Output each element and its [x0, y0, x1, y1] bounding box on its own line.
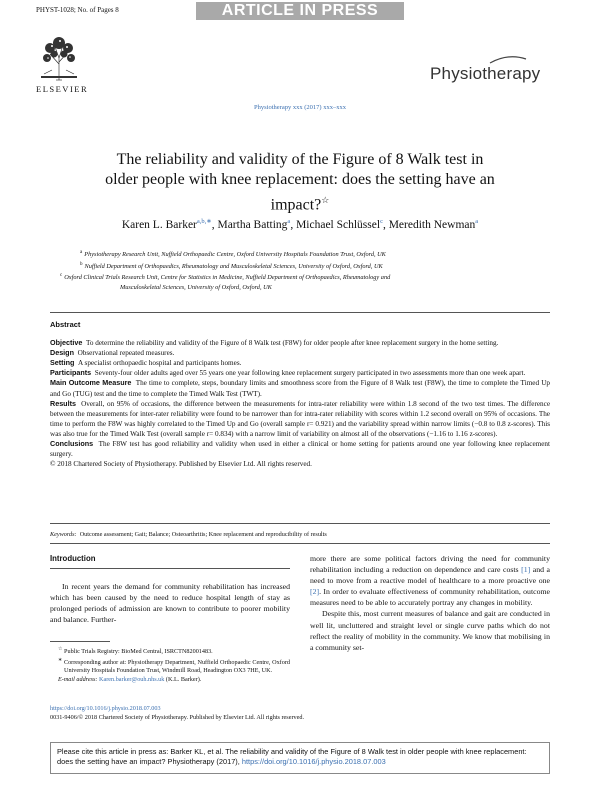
journal-citation[interactable]: Physiotherapy xxx (2017) xxx–xxx — [254, 104, 346, 111]
affiliation: $^a$ Physiotherapy Research Unit, Nuffield Orthopaedic Centre, Oxford University Hospitals Foundation Trust, Oxford, UK — [80, 250, 386, 259]
article-code: PHYST-1028; No. of Pages 8 — [36, 6, 119, 14]
swoosh-icon — [488, 55, 528, 65]
author[interactable]: Michael Schlüssel$^c$ — [296, 218, 383, 231]
author[interactable]: Martha Batting$^a$ — [217, 218, 291, 231]
affiliation: Musculoskeletal Sciences, University of Oxford, Oxford, UK — [120, 283, 272, 291]
footnote: ∗ Corresponding author at: Physiotherapy Department, Nuffield Orthopaedic Centre, Oxford University Hospitals Foundation Trust, Windmill Road, Headington OX3 7HE, UK. — [58, 657, 290, 675]
affiliations — [60, 248, 540, 292]
author[interactable]: Meredith Newman$^a$ — [388, 218, 479, 231]
reference-link[interactable]: [2] — [310, 587, 320, 597]
divider — [50, 523, 550, 524]
abstract-setting: Setting A specialist orthopaedic hospital and participants homes. — [50, 358, 242, 368]
introduction-heading: Introduction — [50, 553, 290, 569]
abstract-conclusions: Conclusions The F8W test has good reliability and validity when used in either a clinical or home setting for patients around one year following knee replacement surgery. — [50, 439, 551, 459]
abstract — [50, 320, 550, 469]
issn-copyright: 0031-9406/© 2018 Chartered Society of Physiotherapy. Published by Elsevier Ltd. All rights reserved. — [50, 714, 304, 721]
journal-logo — [430, 64, 540, 84]
cite-doi-link[interactable]: https://doi.org/10.1016/j.physio.2018.07.003 — [241, 757, 386, 766]
cite-box: Please cite this article in press as: Barker KL, et al. The reliability and validity of the Figure of 8 Walk test in older people with knee replacement: does the setting have an impact? Physiotherapy (2017), https://doi.org/10.1016/j.physio.2018.07.003 — [50, 742, 550, 774]
abstract-participants: Participants Seventy-four older adults aged over 55 years one year following knee replacement surgery participated in two assessments more than one week apart. — [50, 368, 526, 378]
author[interactable]: Karen L. Barker$^{a,b,∗}$ — [121, 218, 212, 231]
keywords: Keywords: Outcome assessment; Gait; Balance; Osteoarthritis; Knee replacement and reproducibility of results — [50, 531, 327, 538]
title-footnote-mark[interactable]: ☆ — [321, 195, 330, 205]
affiliation: $^c$ Oxford Clinical Trials Research Unit, Centre for Statistics in Medicine, Nuffield Department of Orthopaedics, Rheumatology and — [60, 273, 391, 282]
abstract-outcome: Main Outcome Measure The time to complete, steps, boundary limits and smoothness score from the Figure of 8 Walk test (F8W), the time to complete the Timed Up and Go (TUG) test and the time to complete the Timed Walk Test (TWT). — [50, 378, 550, 398]
footnotes — [50, 641, 290, 685]
email-link[interactable]: Karen.barker@ouh.nhs.uk — [99, 675, 165, 683]
article-in-press-banner: ARTICLE IN PRESS — [196, 2, 404, 20]
top-bar — [0, 0, 600, 22]
elsevier-tree-icon — [40, 34, 78, 82]
doi-link[interactable]: https://doi.org/10.1016/j.physio.2018.07.003 — [50, 705, 161, 712]
abstract-heading: Abstract — [50, 320, 81, 329]
footnote: ☆ Public Trials Registry: BioMed Central, ISRCTN82001483. — [58, 647, 213, 656]
author-list: Karen L. Barker$^{a,b,∗}$, Martha Batting$^a$, Michael Schlüssel$^c$, Meredith Newman$^a$ — [121, 218, 479, 231]
footnote-divider — [50, 641, 110, 642]
intro-left-column — [50, 553, 290, 625]
abstract-copyright: © 2018 Chartered Society of Physiotherapy. Published by Elsevier Ltd. All rights reserved. — [50, 460, 312, 469]
abstract-results: Results Overall, on 95% of occasions, the difference between the measurements for intra-rater reliability were within 1.8 second of the two test times. The difference between the measurements for inter-rater reliability were found to be narrower than for intra-rater reliability with scores within 1.2 second overall on 95% of occasions. The time to perform the F8W was highly correlated to the Timed Up and Go (overall sample r= 0.921) and the variability spread within narrow limits (−0.8 to 0.8 z-scores). This was also true for the Timed Walk Test (overall sample r= 0.834) with a narrow limit of variability on almost all of the observations (−1.16 to 1.16 z-scores). — [50, 398, 551, 438]
divider — [50, 312, 550, 313]
journal-logo-text: Physiotherapy — [430, 64, 541, 83]
intro-right-column — [310, 553, 550, 653]
reference-link[interactable]: [1] — [521, 565, 531, 575]
publisher-name: ELSEVIER — [36, 84, 89, 94]
divider — [50, 543, 550, 544]
abstract-objective: Objective To determine the reliability and validity of the Figure of 8 Walk test (F8W) for older people after knee replacement surgery in the home setting. — [50, 338, 499, 348]
intro-paragraph: more there are some political factors driving the need for community rehabilitation including a reduction on dependence and care costs [1] and a need to move from a reactive model of healthcare to a more proactive one [2]. In order to evaluate effectiveness of community rehabilitation, outcome measures need to be able to accurately portray any changes in mobility. — [310, 554, 550, 608]
intro-paragraph: In recent years the demand for community rehabilitation has increased which has been caused by the need to reduce hospital length of stay as prolonged periods of admission are known to contribute to poorer mobility and balance. Further- — [50, 582, 290, 625]
abstract-design: Design Observational repeated measures. — [50, 348, 175, 358]
article-title: The reliability and validity of the Figure of 8 Walk test in older people with knee replacement: does the setting have an impact?☆ — [105, 151, 495, 214]
footnote-email: E-mail address: Karen.barker@ouh.nhs.uk (K.L. Barker). — [58, 675, 202, 683]
intro-paragraph: Despite this, most current measures of balance and gait are conducted in well lit, uncluttered and straight level or single curve paths which do not reflect the reality of mobility in the community. We know that mobilising in a community set- — [310, 609, 550, 652]
affiliation: $^b$ Nuffield Department of Orthopaedics, Rheumatology and Musculoskeletal Sciences, University of Oxford, Oxford, UK — [80, 261, 383, 270]
